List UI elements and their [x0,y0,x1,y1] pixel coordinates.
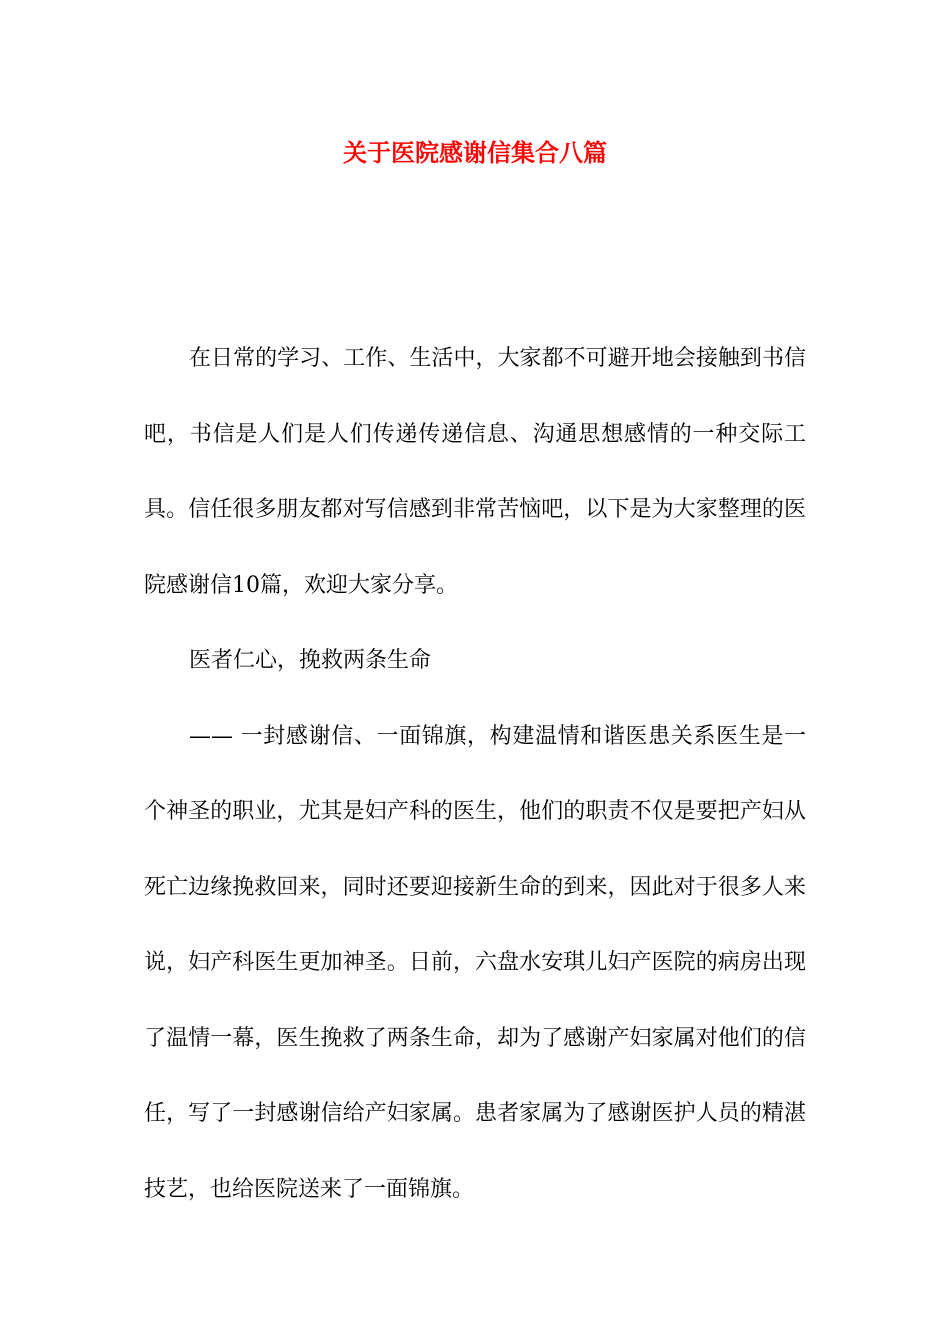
body-paragraph: —— 一封感谢信、一面锦旗，构建温情和谐医患关系医生是一个神圣的职业，尤其是妇产科的医生，他们的职责不仅是要把产妇从死亡边缘挽救回来，同时还要迎接新生命的到来，因此对于很多人来说，妇产科医生更加神圣。日前，六盘水安琪儿妇产医院的病房出现了温情一幕，医生挽救了两条生命，却为了感谢产妇家属对他们的信任，写了一封感谢信给产妇家属。患者家属为了感谢医护人员的精湛技艺，也给医院送来了一面锦旗。 [144,723,806,1202]
document-title: 关于医院感谢信集合八篇 [343,138,607,167]
intro-paragraph: 在日常的学习、工作、生活中，大家都不可避开地会接触到书信吧，书信是人们是人们传递传递信息、沟通思想感情的一种交际工具。信任很多朋友都对写信感到非常苦恼吧，以下是为大家整理的医院感谢信10篇，欢迎大家分享。 [144,346,806,598]
document-body [144,321,806,1227]
section-heading: 医者仁心，挽救两条生命 [189,648,432,673]
